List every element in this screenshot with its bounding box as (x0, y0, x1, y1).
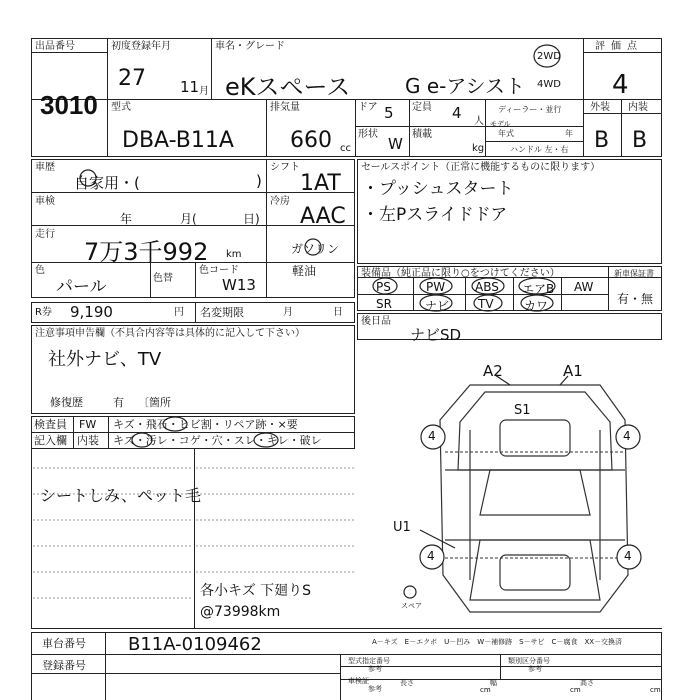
notes-value: 社外ナビ、TV (48, 349, 162, 370)
person-unit: 人 (474, 116, 484, 127)
width-cm: cm (570, 686, 581, 694)
equip-airbag: エアB (522, 282, 555, 296)
model-cert-label: 型式指定番号 (348, 657, 390, 665)
damage-legend: A－キズ E－エクボ U－凹み W－補修跡 S－サビ C－腐食 XX－交換済 (372, 638, 623, 646)
equip-navi: ナビ (425, 299, 450, 313)
inspection-year: 年 (120, 212, 133, 226)
inspector-row-2: キズ・汚レ・コゲ・穴・スレ・キレ・破レ (113, 434, 322, 447)
new-car-value: 有・無 (617, 292, 654, 306)
first-reg-month-suffix: 月 (199, 86, 209, 97)
aftermarket-label: 後日品 (361, 316, 391, 327)
displacement-label: 排気量 (270, 102, 300, 113)
sales-point-2: ・左Pスライドドア (362, 205, 508, 225)
damage-a2: A2 (483, 362, 503, 380)
registration-label: 登録番号 (42, 659, 86, 672)
model-year-label: 年式 (498, 129, 514, 138)
chassis-label: 車台番号 (42, 637, 86, 650)
first-reg-month: 11 (180, 78, 200, 96)
year-suffix: 年 (565, 129, 573, 138)
color-label: 色 (35, 265, 45, 276)
inspection-day: 日) (243, 212, 260, 226)
damage-s1: S1 (514, 403, 531, 418)
inspection-month: 月( (180, 212, 197, 226)
name-change-label: 名変期限 (200, 306, 244, 319)
mileage-unit: km (226, 249, 242, 260)
vehicle-cert-ref: 参考 (368, 685, 382, 693)
lot-label: 出品番号 (35, 41, 75, 52)
fuel-diesel: 軽油 (292, 264, 317, 278)
inspector-interior: 内装 (77, 434, 99, 447)
equip-aw: AW (574, 280, 594, 294)
model-value: DBA-B11A (122, 128, 234, 153)
history-value: 自家用・( (74, 174, 140, 192)
repair-place: 〔箇所 (138, 396, 171, 409)
repair-value: 有 (113, 396, 124, 409)
recycle-yen: 円 (174, 307, 184, 318)
length-cm: cm (480, 686, 491, 694)
car-name-label: 車名・グレード (215, 41, 285, 52)
width-label: 幅 (490, 679, 497, 687)
model-label: 型式 (111, 102, 131, 113)
load-label: 積載 (412, 129, 432, 140)
grade: G e-アシスト (405, 74, 525, 98)
inspection-label: 車検 (35, 196, 55, 207)
mileage-label: 走行 (35, 229, 55, 240)
doors-label: ドア (358, 102, 378, 113)
interior-value: B (632, 128, 648, 153)
color-code-label: 色コード (199, 265, 239, 276)
recycle-label: R券 (35, 307, 52, 318)
name-change-month: 月 (283, 307, 293, 318)
aircon-label: 冷房 (270, 196, 290, 207)
remark-line-2: 各小キズ 下廻りS (200, 583, 312, 599)
cc-unit: cc (340, 143, 351, 154)
sales-points-label: セールスポイント（正常に機能するものに限ります） (361, 162, 601, 173)
model-label-2: モデル (490, 120, 511, 128)
remark-line-3: @73998km (200, 604, 281, 620)
tire-rear-right: 4 (624, 549, 632, 563)
class-no-ref: 参考 (528, 665, 542, 673)
handle-label: ハンドル 左・右 (510, 145, 569, 154)
aftermarket-value: ナビSD (410, 326, 462, 344)
class-no-label: 類別区分番号 (508, 657, 550, 665)
car-diagram (440, 385, 628, 612)
exterior-value: B (594, 128, 610, 153)
shape-value: W (388, 135, 403, 153)
car-name: eKスペース (225, 73, 351, 101)
capacity-value: 4 (452, 104, 462, 122)
drive-2wd: 2WD (537, 51, 561, 62)
shape-label: 形状 (358, 129, 378, 140)
fuel-gasoline: ガソリン (291, 242, 340, 256)
remark-line-1: シートしみ、ペット毛 (40, 486, 201, 505)
mileage-value: 7万3千992 (84, 238, 209, 266)
damage-u1: U1 (393, 520, 411, 535)
inspector-label-1: 検査員 (34, 418, 67, 431)
name-change-day: 日 (333, 307, 343, 318)
score-label: 評価点 (595, 41, 643, 52)
shift-label: シフト (270, 162, 300, 173)
equip-pw: PW (426, 280, 446, 294)
damage-a1: A1 (563, 362, 583, 380)
color-change-label: 色替 (153, 273, 173, 284)
equip-ps: PS (376, 280, 391, 294)
dealer-label: ディーラー・並行 (498, 105, 562, 114)
lot-number: 3010 (40, 90, 98, 120)
length-label: 長さ (400, 679, 414, 687)
height-cm: cm (650, 686, 661, 694)
equipment-label: 装備品（純正品に限り○をつけてください） (361, 268, 560, 279)
color-code-value: W13 (222, 276, 256, 294)
shift-value: 1AT (300, 171, 341, 196)
tire-front-right: 4 (623, 429, 631, 443)
chassis-value: B11A-0109462 (128, 634, 262, 655)
drive-4wd: 4WD (537, 79, 561, 90)
equip-tv: TV (478, 297, 494, 311)
first-reg-year: 27 (118, 66, 146, 91)
inspector-row-1: キズ・飛石・ヒビ割・リペア跡・×要 (113, 418, 298, 431)
tire-front-left: 4 (428, 429, 436, 443)
capacity-label: 定員 (412, 102, 432, 113)
sales-point-1: ・プッシュスタート (362, 179, 514, 199)
recycle-value: 9,190 (70, 303, 113, 321)
kg-unit: kg (472, 143, 485, 154)
interior-label: 内装 (628, 102, 648, 113)
tire-rear-left: 4 (427, 549, 435, 563)
equip-abs: ABS (475, 280, 499, 294)
equip-sr: SR (376, 297, 392, 311)
exterior-label: 外装 (590, 102, 610, 113)
notes-label: 注意事項申告欄（不具合内容等は具体的に記入して下さい） (35, 328, 305, 339)
history-value-end: ) (256, 172, 262, 190)
repair-label: 修復歴 (50, 396, 83, 409)
first-reg-label: 初度登録年月 (111, 41, 171, 52)
history-label: 車歴 (35, 162, 55, 173)
inspector-fw: FW (79, 418, 97, 431)
equip-leather: カワ (524, 299, 549, 313)
spare-label: スペア (401, 602, 422, 610)
inspector-label-2: 記入欄 (34, 434, 67, 447)
aircon-value: AAC (300, 204, 346, 229)
doors-value: 5 (384, 104, 394, 122)
new-car-label: 新車保証書 (614, 269, 654, 278)
displacement-value: 660 (290, 128, 332, 153)
color-value: パール (56, 277, 107, 297)
vehicle-cert-label: 車検証 (348, 677, 369, 685)
score-value: 4 (612, 70, 629, 100)
height-label: 高さ (580, 679, 594, 687)
model-cert-ref: 参考 (368, 665, 382, 673)
